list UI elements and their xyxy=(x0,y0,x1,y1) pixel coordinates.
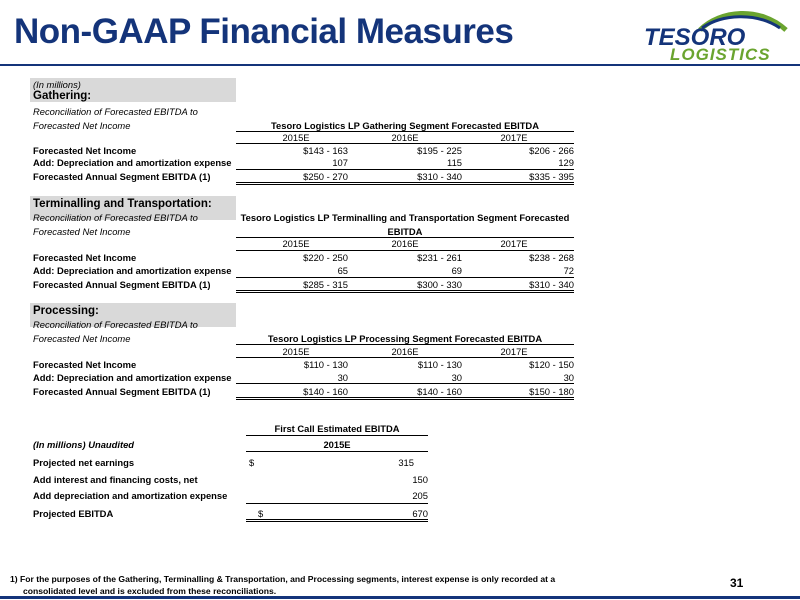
col-header: 2015E xyxy=(282,238,310,249)
rule xyxy=(236,250,574,251)
row-label: Add: Depreciation and amortization expense xyxy=(33,372,232,383)
cell-value: $300 - 330 xyxy=(417,279,462,290)
first-call-units: (In millions) Unaudited xyxy=(33,439,135,450)
page-number: 31 xyxy=(730,576,744,590)
recon-label: Forecasted Net Income xyxy=(33,226,131,237)
header-rule xyxy=(0,64,800,66)
dollar-sign: $ xyxy=(249,457,255,468)
row-label: Forecasted Net Income xyxy=(33,145,137,156)
first-call-value: 205 xyxy=(412,490,428,501)
cell-value: 65 xyxy=(337,265,348,276)
row-label: Forecasted Annual Segment EBITDA (1) xyxy=(33,386,211,397)
cell-value: $285 - 315 xyxy=(303,279,348,290)
col-header: 2015E xyxy=(282,346,310,357)
recon-label: Reconciliation of Forecasted EBITDA to xyxy=(33,212,198,223)
row-label: Forecasted Annual Segment EBITDA (1) xyxy=(33,171,211,182)
cell-value: $310 - 340 xyxy=(417,171,462,182)
col-header: 2017E xyxy=(500,238,528,249)
recon-label: Forecasted Net Income xyxy=(33,120,131,131)
footnote-line: 1) For the purposes of the Gathering, Terminalling & Transportation, and Processing segments, interest expense is only recorded at a xyxy=(10,574,556,584)
cell-value: 72 xyxy=(563,265,574,276)
cell-value: $140 - 160 xyxy=(417,386,462,397)
cell-value: 30 xyxy=(337,372,348,383)
rule xyxy=(236,357,574,358)
page-title: Non-GAAP Financial Measures xyxy=(14,12,514,51)
first-call-row-label: Projected net earnings xyxy=(33,457,135,468)
cell-value: 129 xyxy=(558,157,574,168)
col-header: 2017E xyxy=(500,346,528,357)
first-call-value: 670 xyxy=(412,508,428,519)
cell-value: $206 - 266 xyxy=(529,145,574,156)
cell-value: $220 - 250 xyxy=(303,252,348,263)
cell-value: $120 - 150 xyxy=(529,359,574,370)
section-label: Gathering: xyxy=(33,90,92,102)
cell-value: $238 - 268 xyxy=(529,252,574,263)
double-rule xyxy=(246,519,428,522)
cell-value: $335 - 395 xyxy=(529,171,574,182)
cell-value: $195 - 225 xyxy=(417,145,462,156)
cell-value: 107 xyxy=(332,157,348,168)
units-note: (In millions) xyxy=(33,79,81,90)
rule xyxy=(236,383,574,384)
rule xyxy=(236,277,574,278)
footnote-line: consolidated level and is excluded from these reconciliations. xyxy=(23,586,277,596)
rule xyxy=(236,169,574,170)
rule xyxy=(246,503,428,504)
footer-rule xyxy=(0,596,800,599)
col-header: 2016E xyxy=(391,132,419,143)
table-title: EBITDA xyxy=(387,226,423,237)
footnote xyxy=(10,573,570,597)
cell-value: $310 - 340 xyxy=(529,279,574,290)
logo-word-logistics: LOGISTICS xyxy=(670,45,771,64)
row-label: Add: Depreciation and amortization expense xyxy=(33,157,232,168)
row-label: Forecasted Annual Segment EBITDA (1) xyxy=(33,279,211,290)
recon-label: Reconciliation of Forecasted EBITDA to xyxy=(33,319,198,330)
cell-value: $150 - 180 xyxy=(529,386,574,397)
double-rule xyxy=(236,290,574,293)
cell-value: $250 - 270 xyxy=(303,171,348,182)
rule xyxy=(246,435,428,436)
first-call-row-label: Add interest and financing costs, net xyxy=(33,474,198,485)
col-header: 2016E xyxy=(391,346,419,357)
cell-value: 115 xyxy=(447,157,462,168)
first-call-title: First Call Estimated EBITDA xyxy=(274,423,400,434)
double-rule xyxy=(236,182,574,185)
table-title: Tesoro Logistics LP Gathering Segment Forecasted EBITDA xyxy=(271,120,539,131)
cell-value: 69 xyxy=(451,265,462,276)
cell-value: $231 - 261 xyxy=(417,252,462,263)
cell-value: 30 xyxy=(563,372,574,383)
rule xyxy=(236,344,574,345)
cell-value: 30 xyxy=(451,372,462,383)
first-call-value: 150 xyxy=(412,474,428,485)
cell-value: $110 - 130 xyxy=(417,359,462,370)
table-title: Tesoro Logistics LP Processing Segment Forecasted EBITDA xyxy=(267,333,543,344)
first-call-row-label: Projected EBITDA xyxy=(33,508,114,519)
first-call-col-header: 2015E xyxy=(323,439,351,450)
logo-word-tesoro: TESORO xyxy=(644,24,746,51)
cell-value: $143 - 163 xyxy=(303,145,348,156)
cell-value: $110 - 130 xyxy=(303,359,348,370)
recon-label: Reconciliation of Forecasted EBITDA to xyxy=(33,106,198,117)
section-label: Processing: xyxy=(33,305,99,317)
recon-label: Forecasted Net Income xyxy=(33,333,131,344)
row-label: Forecasted Net Income xyxy=(33,359,137,370)
col-header: 2017E xyxy=(500,132,528,143)
rule xyxy=(236,143,574,144)
dollar-sign: $ xyxy=(258,508,264,519)
rule xyxy=(246,451,428,452)
table-title: Tesoro Logistics LP Terminalling and Transportation Segment Forecasted xyxy=(240,212,570,223)
first-call-value: 315 xyxy=(398,457,414,468)
section-label: Terminalling and Transportation: xyxy=(33,198,212,210)
col-header: 2015E xyxy=(282,132,310,143)
double-rule xyxy=(236,397,574,400)
tesoro-logistics-logo xyxy=(640,8,788,64)
row-label: Forecasted Net Income xyxy=(33,252,137,263)
col-header: 2016E xyxy=(391,238,419,249)
row-label: Add: Depreciation and amortization expense xyxy=(33,265,232,276)
cell-value: $140 - 160 xyxy=(303,386,348,397)
first-call-row-label: Add depreciation and amortization expense xyxy=(33,490,228,501)
